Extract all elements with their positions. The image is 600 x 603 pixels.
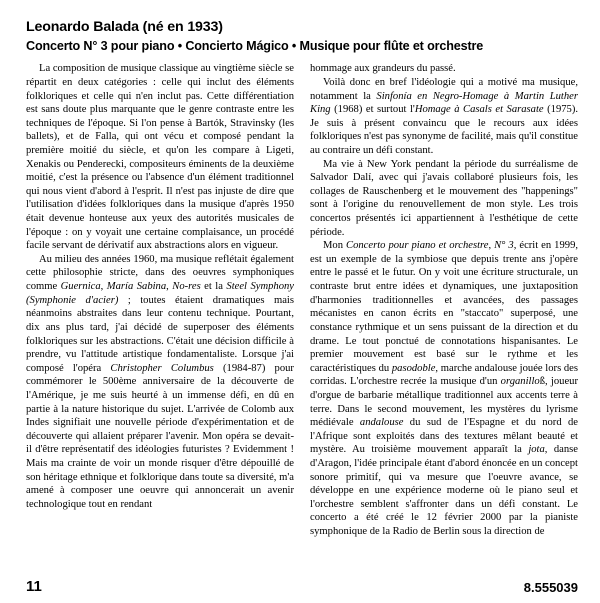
right-column xyxy=(310,62,578,538)
page-number: 11 xyxy=(26,578,42,595)
body-columns xyxy=(26,62,578,538)
paragraph: hommage aux grandeurs du passé. xyxy=(310,63,456,75)
paragraph: Ma vie à New York pendant la période du surréalisme de Salvador Dalí, avec qui j'avais collaboré plusieurs fois, les collages de Rauschenberg et le mouvement des "happenings" sont à l'origine du renouvellement de mon style. Les trois concertos présentés ici appartiennent à l'esthétique de cette période. xyxy=(310,158,578,238)
paragraph: Mon Concerto pour piano et orchestre, N° 3, écrit en 1999, est un exemple de la symbiose que depuis trente ans j'opère entre le passé et le futur. On y voit une écriture structurale, un contraste brut entre idées et dynamiques, une juxtaposition d'harmonies traditionnelles et avancées, des passages mécanistes en canon écrits en "staccato" superposé, une constance rythmique et un sens puissant de la direction et du drame. Le tout ponctué de connotations hispanisantes. Le premier mouvement est basé sur le rythme et les caractéristiques du pasodoble, marche andalouse jouée lors des corridas. L'orchestre recrée la musique d'un organilloß, joueur d'orgue de barbarie métallique traditionnel aux accents terre à terre. Dans le second mouvement, les mystères du lyrisme médiévale andalouse du sud de l'Espagne et du nord de l'Afrique sont exploités dans des textures mêlant beauté et mystère. Au troisième mouvement apparaît la jota, danse d'Aragon, l'idée principale étant d'abord énoncée en un concept sonore primitif, qui va mesure que l'oeuvre avance, se développe en une expérience moderne où le piano seul et l'orchestre semblent s'affronter dans un défi constant. Le concerto a été créé le 12 février 2000 par la pianiste symphonique de la Radio de Berlin sous la direction de xyxy=(310,240,579,538)
page-footer xyxy=(26,578,578,595)
title-block xyxy=(26,18,578,54)
composer-heading: Leonardo Balada (né en 1933) xyxy=(26,19,223,35)
paragraph: La composition de musique classique au vingtième siècle se répartit en deux catégories : celle qui inclut des éléments folkloriques et celle qui n'en inclut pas. Cette différentiation est sans doute plus marquante que le genre contraste entre les techniques de l'époque. Si l'on pense à Bartók, Stravinsky (les ballets), et de Falla, qui ont vécu et composé pendant la première moitié du siècle, et qu'on les compare à Ligeti, Xenakis ou Penderecki, compositeurs éminents de la deuxième moitié, c'est la présence ou l'absence d'un élément traditionnel qui nous vient d'abord à l'esprit. Il n'est pas injuste de dire que l'utilisation d'idées folkloriques dans la musique d'après 1950 était devenue honteuse aux yeux des autorités musicales de l'époque : on y voyait une certaine complaisance, un procédé facile servant de dérivatif aux abstractions alors en vigueur. xyxy=(26,63,294,252)
paragraph: Voilà donc en bref l'idéologie qui a motivé ma musique, notamment la Sinfonía en Negro-Homage à Martin Luther King (1968) et surtout l'Homage à Casals et Sarasate (1975). Je suis à présent convaincu que le recours aux idées folkloriques n'est pas synonyme de facilité, mais qu'il constitue au contraire un défi constant. xyxy=(310,76,579,156)
left-column xyxy=(26,62,294,538)
catalog-number: 8.555039 xyxy=(523,580,578,595)
paragraph: Au milieu des années 1960, ma musique reflétait également cette philosophie stricte, dans des oeuvres symphoniques comme Guernica, María Sabina, No-res et la Steel Symphony (Symphonie d'acier) ; toutes étaient dramatiques mais néanmoins abstraites dans leur contenu technique. Pourtant, dix ans plus tard, j'ai décidé de superposer des éléments folkloriques sur les abstractions. C'était une décision difficile à prendre, vu l'attitude artistique fondamentaliste. Lorsque j'ai composé l'opéra Christopher Columbus (1984-87) pour commémorer le 500ème anniversaire de la découverte de l'Amérique, je me suis heurté à un immense défi, en dû en partie à la nature historique du sujet. L'arrivée de Colomb aux Indes signifiait une nouvelle période d'expérimentation et de découverte qui allaient préparer l'avenir. Mon opéra se devait-il d'être représentatif des idéologies futuristes ? Evidemment ! Mais ma crainte de voir un monde risquer d'être dépouillé de son héritage ethnique et folklorique dans toute sa diversité, m'a amené à composer une oeuvre qui annoncerait un avenir technologique tout en rendant xyxy=(26,253,294,510)
works-heading: Concerto N° 3 pour piano • Concierto Mágico • Musique pour flûte et orchestre xyxy=(26,38,484,53)
